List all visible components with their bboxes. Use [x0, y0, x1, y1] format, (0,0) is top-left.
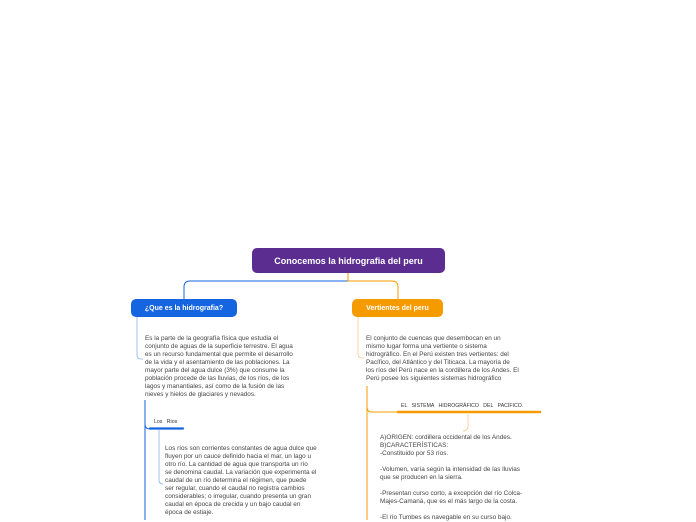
hidrografia-description[interactable]: Es la parte de la geografía física que estudia el conjunto de aguas de la superficie terrestre. El agua es un recurso fundamental que permite el desarrollo de la vida y el asentamiento de las poblaciones. La mayor parte del agua dulce (3%) que consume la población procede de las lluvias, de los ríos, de los lagos y manantiales, así como de la fusión de las nieves y hielos de glaciares y nevados. [145, 335, 293, 398]
vertientes-description[interactable]: El conjunto de cuencas que desembocan en un mismo lugar forma una vertiente o sistema hidrográfico. En el Perú existen tres vertientes: del Pacífico, del Atlántico y del Titicaca. La mayoría de los ríos del Perú nace en la cordillera de los Andes. El Perú posee los siguientes sistemas hidrográfico [366, 335, 519, 382]
los-rios-description[interactable]: Los ríos son corrientes constantes de agua dulce que fluyen por un cauce definido hacia el mar, un lago u otro río. La cantidad de agua que transporta un río se denomina caudal. La variación que experimenta el caudal de un río determina el régimen, que puede ser regular, cuando el caudal no registra cambios considerables; o irregular, cuando presenta un gran caudal en época de crecida y un bajo caudal en época de estiaje. [165, 445, 317, 516]
root-topic[interactable] [252, 248, 445, 273]
root-topic-label: Conocemos la hidrografia del peru [274, 255, 423, 266]
topic-vertientes-peru[interactable] [352, 299, 443, 317]
topic-que-es-hidrografia[interactable] [131, 299, 237, 317]
topic-que-es-hidrografia-label: ¿Que es la hidrografia? [144, 304, 224, 312]
connector-root-right [348, 273, 398, 299]
connector-right-sub-branch [367, 407, 398, 412]
connector-sistema-text [463, 414, 468, 431]
connector-right-text [358, 317, 364, 358]
subtopic-los-rios[interactable]: Los Rios [154, 419, 178, 425]
connector-left-text [137, 317, 143, 359]
subtopic-sistema-pacifico[interactable]: EL SISTEMA HIDROGRÁFICO DEL PACÍFICO. [401, 403, 524, 409]
topic-vertientes-peru-label: Vertientes del peru [366, 304, 429, 312]
connector-rios-text [159, 430, 163, 484]
connector-root-left [184, 273, 348, 299]
sistema-pacifico-description[interactable]: A)ORIGEN: cordillera occidental de los Andes. B)CARACTERÍSTICAS: -Constituido por 53 ríos. -Volumen, varía según la intensidad de las lluvias que se producen en la sierra. -Presentan curso corto, a excepción del río Colca- Majes-Camaná, que es el más largo de la costa. -El río Tumbes es navegable en su curso bajo. [380, 434, 523, 521]
